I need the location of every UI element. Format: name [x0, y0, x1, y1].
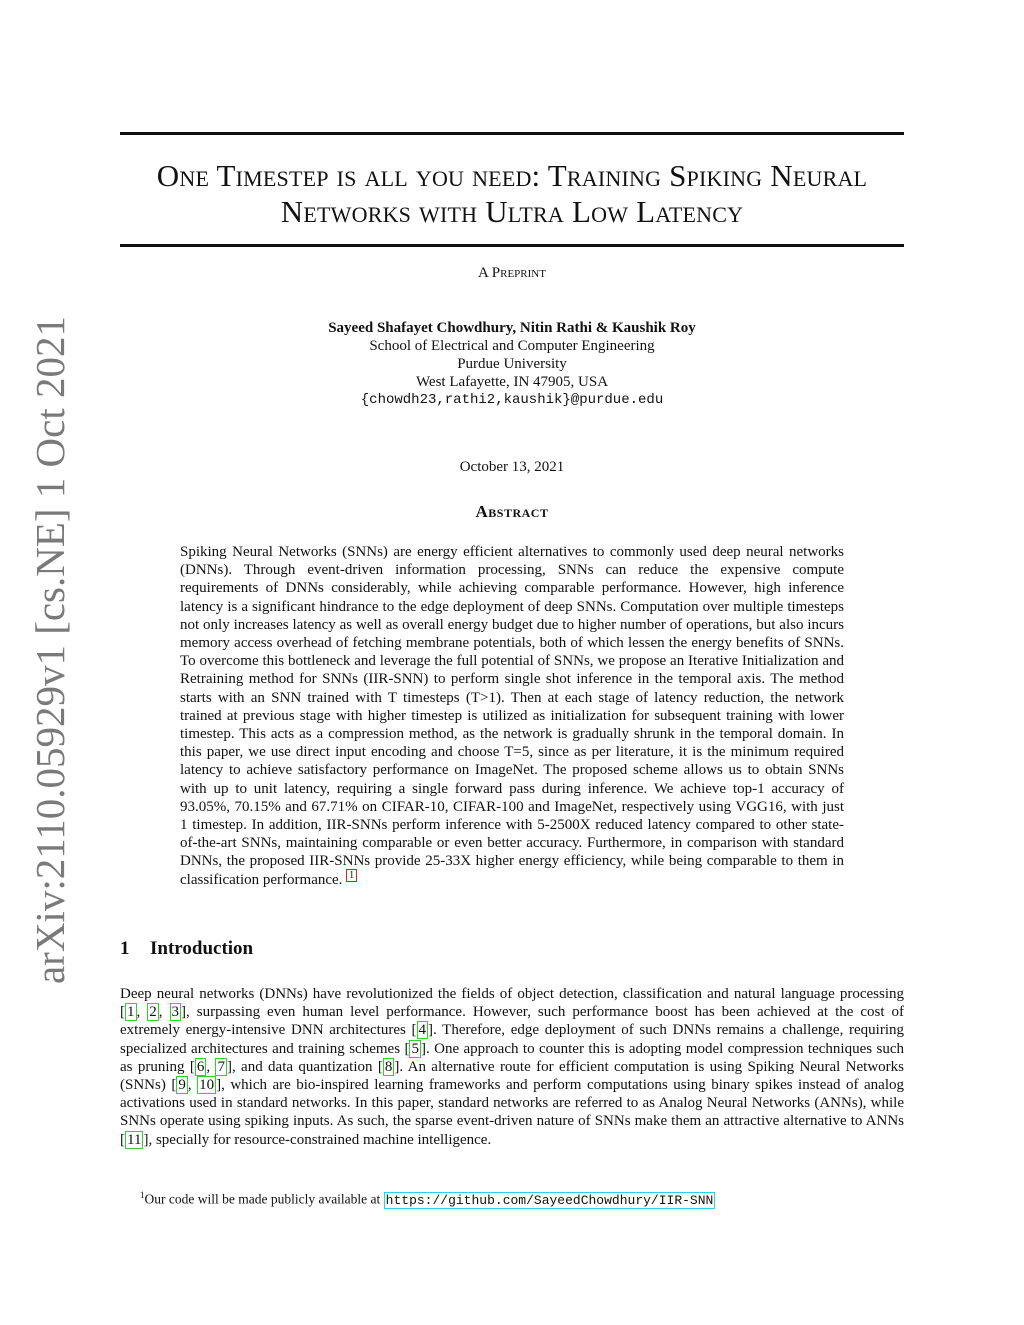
abstract-body: Spiking Neural Networks (SNNs) are energy efficient alternatives to commonly used deep neural networks (DNNs). Through event-driven information processing, SNNs can reduce the expensive compute requirements of DNNs considerably, while achieving comparable performance. However, high inference latency is a significant hindrance to the edge deployment of deep SNNs. Computation over multiple timesteps not only increases latency as well as overall energy budget due to higher number of operations, but also incurs memory access overhead of fetching membrane potentials, both of which lessen the energy benefits of SNNs. To overcome this bottleneck and leverage the full potential of SNNs, we propose an Iterative Initialization and Retraining method for SNNs (IIR-SNN) to perform single shot inference in the temporal axis. The method starts with an SNN trained with T timesteps (T>1). Then at each stage of latency reduction, the network trained at previous stage with higher timestep is utilized as initialization for subsequent training with lower timestep. This acts as a compression method, as the network is gradually shrunk in the temporal domain. In this paper, we use direct input encoding and choose T=5, since as per literature, it is the minimum required latency to achieve satisfactory performance on ImageNet. The proposed scheme allows us to obtain SNNs with up to unit latency, requiring a single forward pass during inference. We achieve top-1 accuracy of 93.05%, 70.15% and 67.71% on CIFAR-10, CIFAR-100 and ImageNet, respectively using VGG16, with just 1 timestep. In addition, IIR-SNNs perform inference with 5-2500X reduced latency compared to other state-of-the-art SNNs, maintaining comparable or even better accuracy. Furthermore, in comparison with standard DNNs, the proposed IIR-SNNs provide 25-33X higher energy efficiency, while being comparable to them in classification performance.: [180, 544, 844, 888]
intro-sep-6: ,: [206, 1058, 216, 1075]
footnote: [140, 1190, 715, 1208]
author-university: Purdue University: [457, 356, 567, 372]
title-bottom-rule: [120, 244, 904, 247]
author-department: School of Electrical and Computer Engineering: [369, 338, 655, 354]
citation-link[interactable]: 2: [149, 1004, 157, 1021]
citation-link[interactable]: 7: [217, 1058, 225, 1075]
paper-title-line-1: One Timestep is all you need: Training Spiking Neural: [156, 158, 868, 193]
arxiv-identifier-stamp: arXiv:2110.05929v1 [cs.NE] 1 Oct 2021: [27, 315, 73, 985]
intro-text-5: ], and data quantization [: [226, 1058, 383, 1075]
paper-title: [120, 158, 904, 230]
author-location: West Lafayette, IN 47905, USA: [415, 374, 609, 390]
intro-sep-9: ,: [187, 1077, 198, 1094]
author-names: Sayeed Shafayet Chowdhury, Nitin Rathi & Kaushik Roy: [328, 320, 696, 336]
section-title: Introduction: [150, 938, 254, 959]
title-top-rule: [120, 132, 904, 135]
paper-title-line-2: Networks with Ultra Low Latency: [280, 194, 744, 229]
citation-link[interactable]: 4: [418, 1022, 427, 1039]
intro-text-3: ]. Therefore, edge deployment of such DNNs remains a challenge, requiring specialized architectures and training schemes [: [120, 1022, 904, 1057]
citation-link[interactable]: 3: [171, 1004, 179, 1021]
citation-link[interactable]: 1: [127, 1004, 135, 1021]
preprint-label: A Preprint: [478, 265, 546, 281]
intro-text-6: ]. An alternative route for efficient computation is using Spiking Neural Networks (SNNs) [: [120, 1058, 905, 1094]
intro-sep-2: ,: [158, 1004, 170, 1021]
citation-link[interactable]: 9: [178, 1077, 186, 1094]
intro-sep-1: ,: [136, 1004, 148, 1021]
citation-link[interactable]: 10: [199, 1077, 215, 1094]
citation-link[interactable]: 8: [384, 1058, 393, 1075]
github-url-link[interactable]: https://github.com/SayeedChowdhury/IIR-SNN: [385, 1192, 714, 1208]
author-block: [120, 319, 904, 409]
intro-text-2: ], surpassing even human level performance. However, such performance boost has been achieved at the cost of extremely energy-intensive DNN architectures [: [120, 1004, 905, 1039]
citation-link[interactable]: 6: [196, 1058, 205, 1075]
footnote-marker: 1: [140, 1190, 145, 1200]
intro-text-4: ]. One approach to counter this is adopting model compression techniques such as pruning [: [120, 1040, 904, 1075]
intro-text-1: Deep neural networks (DNNs) have revolutionized the fields of object detection, classification and natural language processing [: [120, 986, 904, 1021]
intro-text-7: ], which are bio-inspired learning frameworks and perform computations using binary spikes instead of analog activations used in standard networks. In this paper, standard networks are referred to as Analog Neural Networks (ANNs), while SNNs operate using spiking inputs. As such, the sparse event-driven nature of SNNs make them an attractive alternative to ANNs [: [120, 1077, 904, 1148]
footnote-text: Our code will be made publicly available at: [144, 1191, 384, 1207]
section-number: 1: [120, 938, 130, 959]
abstract-heading: Abstract: [475, 502, 549, 521]
introduction-paragraph: [120, 985, 904, 1149]
citation-link[interactable]: 11: [127, 1131, 142, 1148]
author-email: {chowdh23,rathi2,kaushik}@purdue.edu: [360, 392, 664, 408]
intro-text-8: ], specially for resource-constrained machine intelligence.: [143, 1131, 492, 1148]
section-heading-introduction: [120, 938, 253, 960]
abstract-text: [180, 543, 844, 889]
paper-date: October 13, 2021: [459, 459, 565, 475]
footnote-link[interactable]: 1: [346, 869, 357, 882]
citation-link[interactable]: 5: [411, 1040, 419, 1057]
